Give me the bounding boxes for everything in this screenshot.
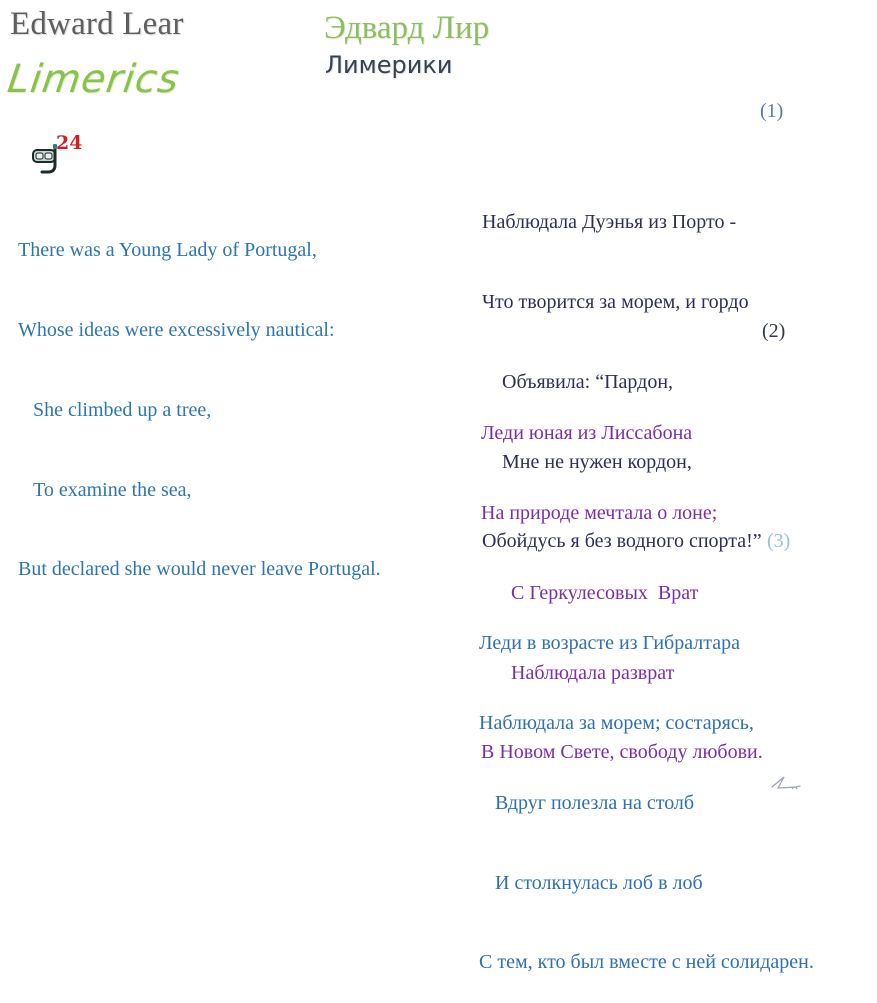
translation-number-3: (3) [767,530,791,552]
poem-line: Леди юная из Лиссабона [481,422,693,445]
page-title-english: Edward Lear [10,6,184,42]
poem-line: Whose ideas were excessively nautical: [18,318,335,341]
translation-number-2: (2) [762,320,786,342]
poem-line: Мне не нужен кордон, [502,450,692,473]
poem-line: Наблюдала Дуэнья из Порто - [482,211,737,234]
poem-line: To examine the sea, [33,478,192,501]
poem-line: Вдруг полезла на столб [495,791,695,814]
poem-line: С тем, кто был вместе с ней солидарен. [479,951,814,974]
poem-line: На природе мечтала о лоне; [481,501,718,524]
diving-mask-icon [22,124,50,156]
poem-line: There was a Young Lady of Portugal, [18,239,317,262]
poem-line: И столкнулась лоб в лоб [495,871,703,894]
page-subtitle-russian: Лимерики [325,51,453,79]
translation-number-1: (1) [760,100,784,122]
poem-line: But declared she would never leave Portugal. [18,558,381,581]
signature-mark [756,752,800,776]
poem-line: She climbed up a tree, [33,398,212,421]
count-badge: 24 [56,132,83,154]
page-subtitle-english: Limerics [4,57,183,102]
poem-line: Наблюдала разврат [511,661,675,684]
poem-line: В Новом Свете, свободу любови. [481,741,763,764]
english-limerick [18,184,381,610]
poem-line: Леди в возрасте из Гибралтара [479,632,740,655]
poem-line: С Геркулесовых Врат [511,581,699,604]
poem-line: Что творится за морем, и гордо [482,290,749,313]
page-title-russian: Эдвард Лир [324,10,490,46]
poem-line: Наблюдала за морем; состарясь, [479,711,754,734]
poem-line: Обойдусь я без водного спорта!” [482,530,762,553]
poem-line: Объявила: “Пардон, [502,370,674,393]
